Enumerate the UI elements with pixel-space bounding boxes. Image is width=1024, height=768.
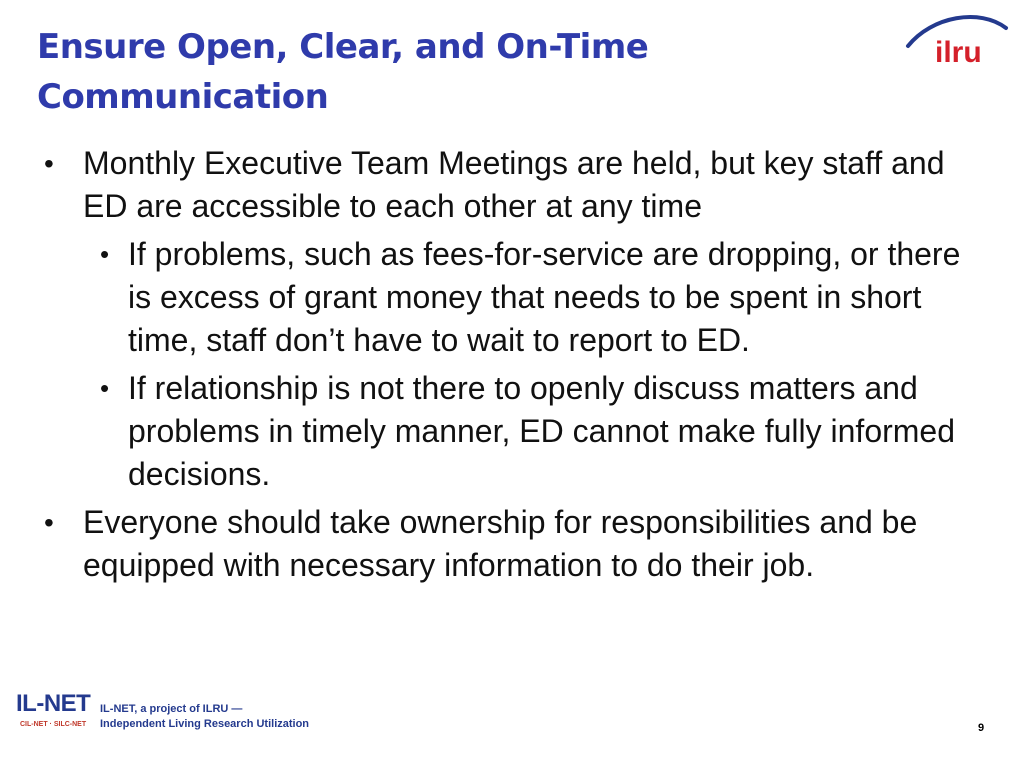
slide-title: Ensure Open, Clear, and On-Time Communication bbox=[37, 27, 649, 117]
footer-line-1: IL-NET, a project of ILRU — bbox=[100, 703, 243, 715]
il-net-footer-logo bbox=[16, 690, 316, 740]
bullet-item-1 bbox=[40, 142, 990, 496]
bullet-text: Everyone should take ownership for responsibilities and be equipped with necessary information to do their job. bbox=[83, 504, 918, 583]
bullet-item-2 bbox=[40, 501, 990, 587]
sub-bullet-list bbox=[83, 233, 990, 496]
ilru-logo bbox=[902, 10, 1010, 70]
sub-bullet-item: • If relationship is not there to openly discuss matters and problems in timely manner, ED cannot make fully informed decisions. bbox=[83, 367, 990, 496]
il-net-sub-mark: CIL-NET · SILC-NET bbox=[20, 721, 87, 728]
footer-line-2: Independent Living Research Utilization bbox=[100, 718, 310, 730]
bullet-text: Monthly Executive Team Meetings are held, but key staff and ED are accessible to each other at any time bbox=[83, 145, 945, 224]
bullet-list bbox=[40, 142, 990, 591]
sub-bullet-item: • If problems, such as fees-for-service are dropping, or there is excess of grant money that needs to be spent in short time, staff don’t have to wait to report to ED. bbox=[83, 233, 990, 362]
il-net-mark: IL-NET bbox=[16, 690, 91, 717]
logo-text: ilru bbox=[935, 36, 982, 69]
page-number: 9 bbox=[978, 722, 985, 734]
